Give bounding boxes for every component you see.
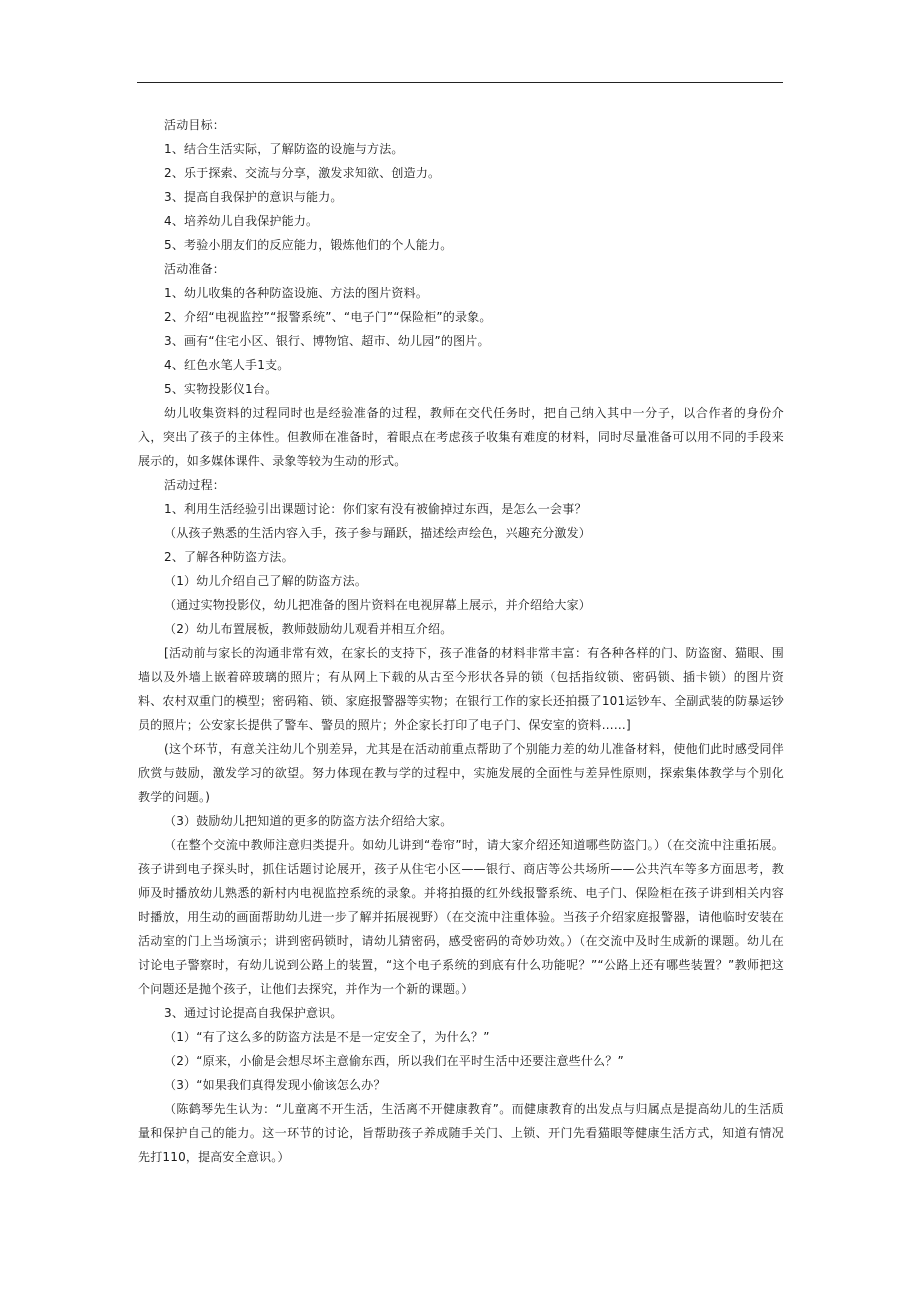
step-3-note: （陈鹤琴先生认为：“儿童离不开生活，生活离不开健康教育”。而健康教育的出发点与归属点是提高幼儿的生活质量和保护自己的能力。这一环节的讨论，旨帮助孩子养成随手关门、上锁、开门先看猫眼等健康生活方式，知道有情况先打110，提高安全意识。） xyxy=(138,1102,784,1164)
step-1-note: （从孩子熟悉的生活内容入手，孩子参与踊跃，描述绘声绘色，兴趣充分激发） xyxy=(164,526,592,540)
step-2-2-note: [活动前与家长的沟通非常有效，在家长的支持下，孩子准备的材料非常丰富：有各种各样的门、防盗窗、猫眼、围墙以及外墙上嵌着碎玻璃的照片；有从网上下载的从古至今形状各异的锁（包括指纹锁、密码锁、插卡锁）的图片资料、农村双重门的模型；密码箱、锁、家庭报警器等实物；在银行工作的家长还拍摄了101运钞车、全副武装的防暴运钞员的照片；公安家长提供了警车、警员的照片；外企家长打印了电子门、保安室的资料……] xyxy=(138,646,784,732)
prep-heading: 活动准备： xyxy=(164,262,226,276)
document-body xyxy=(138,113,784,1169)
step-3-3: （3）“如果我们真得发现小偷该怎么办？ xyxy=(164,1078,386,1092)
goal-item: 5、考验小朋友们的反应能力，锻炼他们的个人能力。 xyxy=(164,238,453,252)
header-rule xyxy=(137,82,783,83)
prep-item: 2、介绍“电视监控”“报警系统”、“电子门”“保险柜”的录象。 xyxy=(164,310,492,324)
prep-item: 4、红色水笔人手1支。 xyxy=(164,358,290,372)
step-2-2: （2）幼儿布置展板，教师鼓励幼儿观看并相互介绍。 xyxy=(164,622,453,636)
step-3-1: （1）“有了这么多的防盗方法是不是一定安全了，为什么？” xyxy=(164,1030,490,1044)
goal-item: 4、培养幼儿自我保护能力。 xyxy=(164,214,319,228)
step-2-1-note: （通过实物投影仪，幼儿把准备的图片资料在电视屏幕上展示，并介绍给大家） xyxy=(164,598,592,612)
prep-item: 5、实物投影仪1台。 xyxy=(164,382,278,396)
prep-item: 3、画有“住宅小区、银行、博物馆、超市、幼儿园”的图片。 xyxy=(164,334,490,348)
step-2-3: （3）鼓励幼儿把知道的更多的防盗方法介绍给大家。 xyxy=(164,814,453,828)
step-3-2: （2）“原来，小偷是会想尽坏主意偷东西，所以我们在平时生活中还要注意些什么？” xyxy=(164,1054,624,1068)
step-2-3-note: （在整个交流中教师注意归类提升。如幼儿讲到“卷帘”时，请大家介绍还知道哪些防盗门。）（在交流中注重拓展。孩子讲到电子探头时，抓住话题讨论展开，孩子从住宅小区——银行、商店等公共场所——公共汽车等多方面思考，教师及时播放幼儿熟悉的新村内电视监控系统的录象。并将拍摄的红外线报警系统、电子门、保险柜在孩子讲到相关内容时播放，用生动的画面帮助幼儿进一步了解并拓展视野）（在交流中注重体验。当孩子介绍家庭报警器，请他临时安装在活动室的门上当场演示；讲到密码锁时，请幼儿猜密码，感受密码的奇妙功效。）（在交流中及时生成新的课题。幼儿在讨论电子警察时，有幼儿说到公路上的装置，“这个电子系统的到底有什么功能呢？”“公路上还有哪些装置？”教师把这个问题还是抛个孩子，让他们去探究，并作为一个新的课题。） xyxy=(138,838,784,996)
step-2-2-reflection: (这个环节，有意关注幼儿个别差异，尤其是在活动前重点帮助了个别能力差的幼儿准备材料，使他们此时感受同伴欣赏与鼓励，激发学习的欲望。努力体现在教与学的过程中，实施发展的全面性与差异性原则，探索集体教学与个别化教学的问题。) xyxy=(138,742,784,804)
prep-note: 幼儿收集资料的过程同时也是经验准备的过程，教师在交代任务时，把自己纳入其中一分子，以合作者的身份介入，突出了孩子的主体性。但教师在准备时，着眼点在考虑孩子收集有难度的材料，同时尽量准备可以用不同的手段来展示的，如多媒体课件、录象等较为生动的形式。 xyxy=(138,406,784,468)
step-2: 2、了解各种防盗方法。 xyxy=(164,550,294,564)
goal-item: 2、乐于探索、交流与分享，激发求知欲、创造力。 xyxy=(164,166,441,180)
goal-heading: 活动目标： xyxy=(164,118,226,132)
goal-item: 3、提高自我保护的意识与能力。 xyxy=(164,190,343,204)
process-heading: 活动过程： xyxy=(164,478,226,492)
step-2-1: （1）幼儿介绍自己了解的防盗方法。 xyxy=(164,574,368,588)
step-3: 3、通过讨论提高自我保护意识。 xyxy=(164,1006,343,1020)
prep-item: 1、幼儿收集的各种防盗设施、方法的图片资料。 xyxy=(164,286,429,300)
goal-item: 1、结合生活实际，了解防盗的设施与方法。 xyxy=(164,142,404,156)
step-1: 1、利用生活经验引出课题讨论：你们家有没有被偷掉过东西，是怎么一会事？ xyxy=(164,502,587,516)
